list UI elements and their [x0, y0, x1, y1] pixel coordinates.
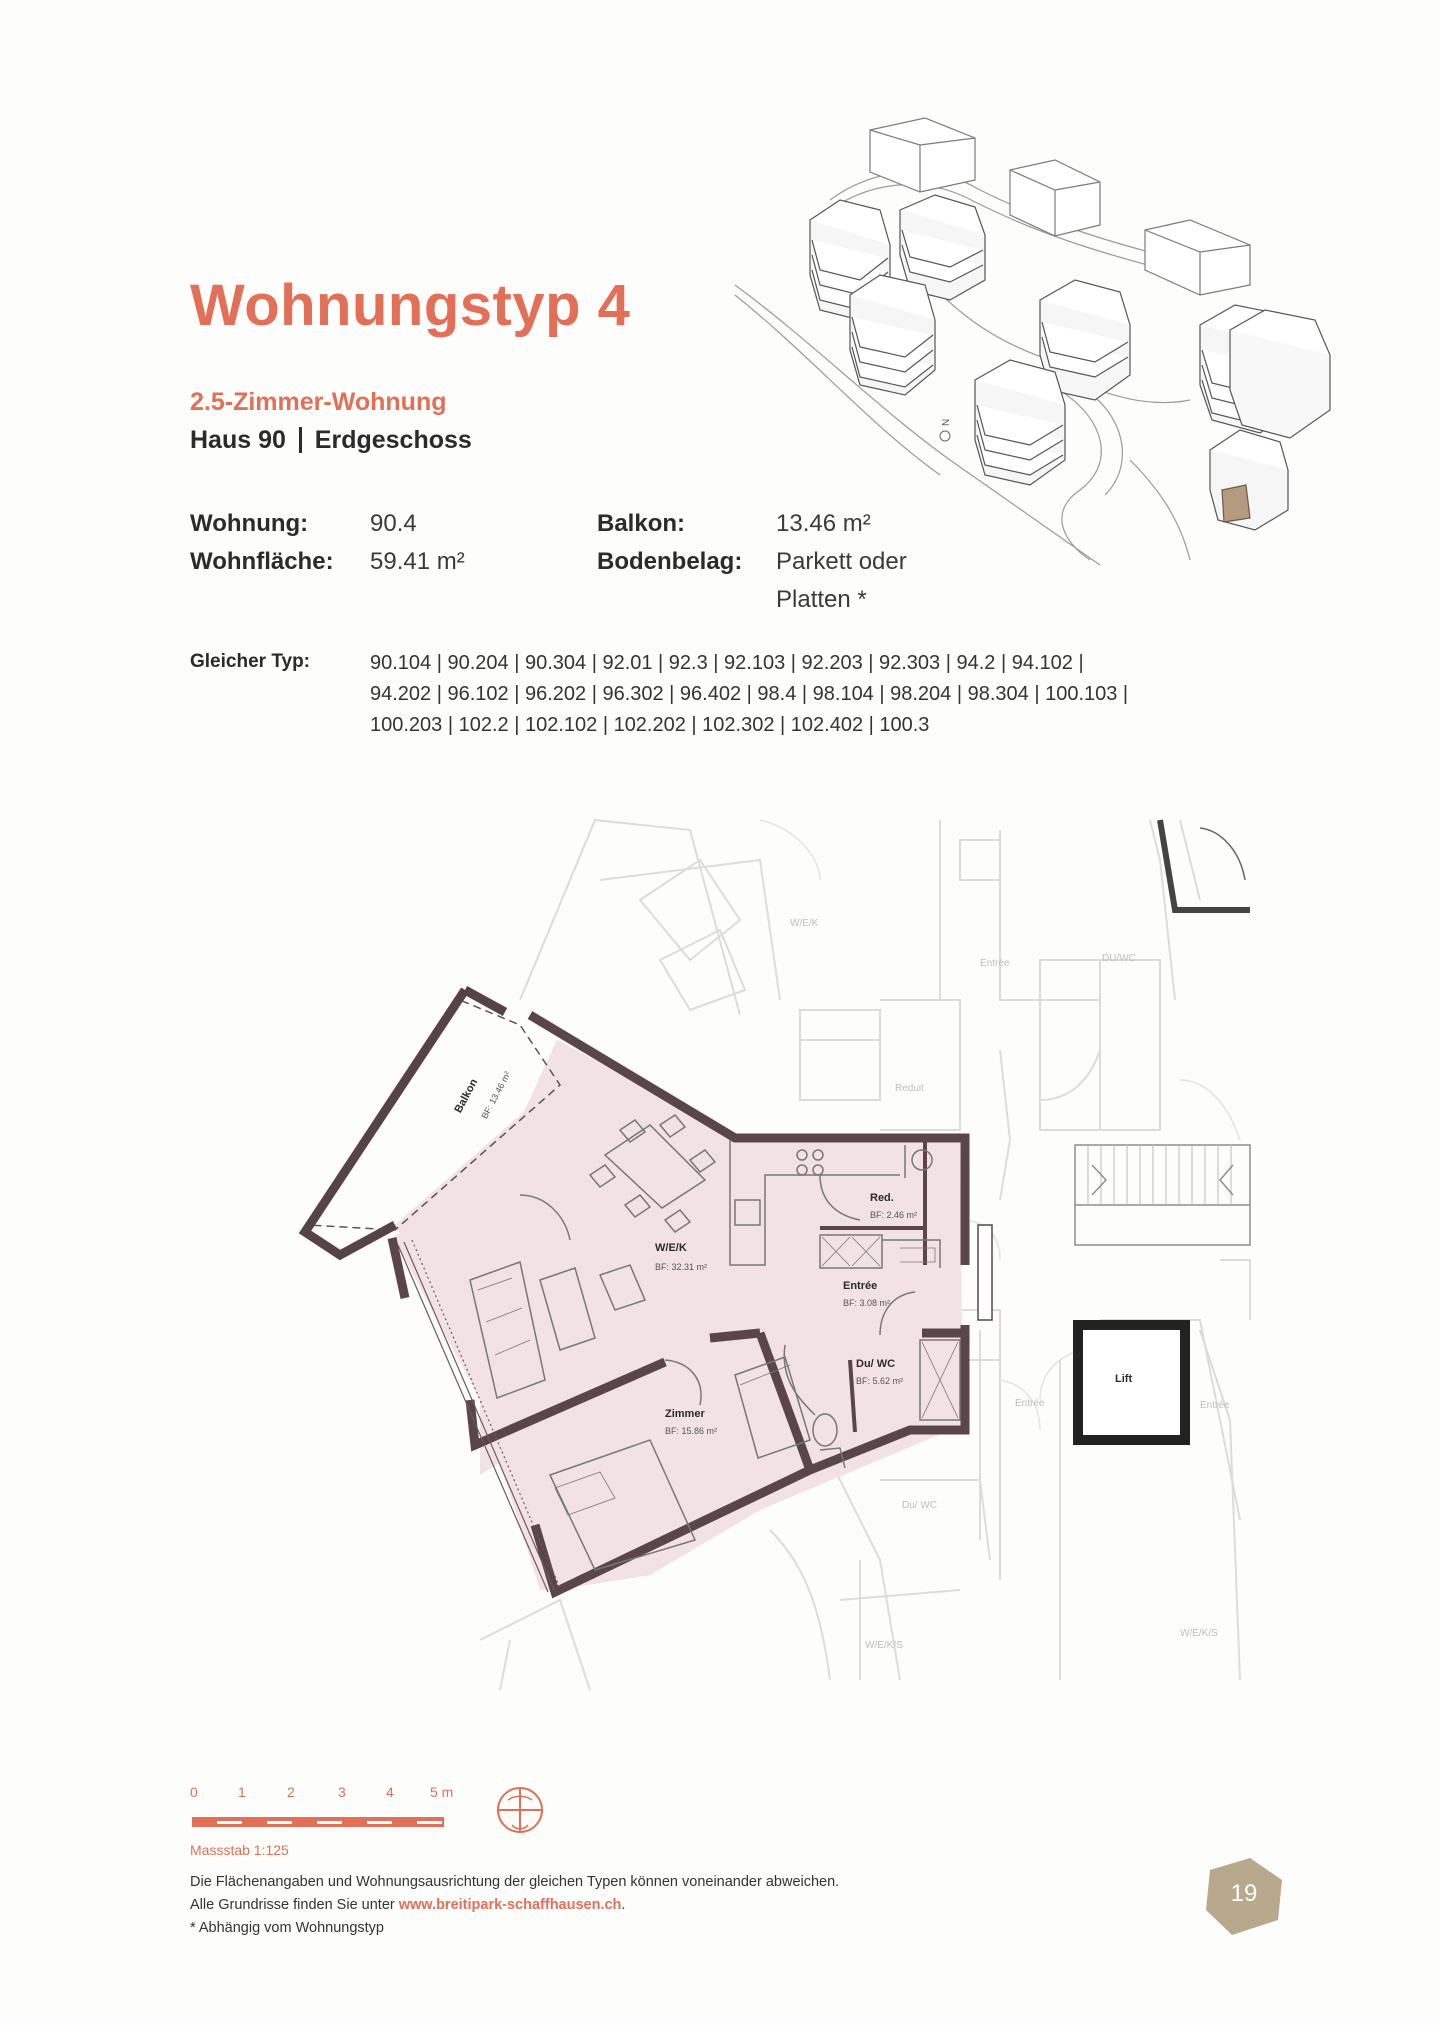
room-label-du-wc: Du/ WC: [856, 1358, 896, 1370]
wohnung-value: 90.4: [370, 510, 417, 537]
room-label-zimmer: Zimmer: [665, 1408, 705, 1420]
ghost-label: W/E/K/S: [865, 1640, 903, 1651]
scale-tick: 0: [190, 1784, 198, 1800]
scale-tick: 3: [338, 1784, 346, 1800]
room-area-wek: BF: 32.31 m²: [655, 1262, 708, 1272]
same-type-line: 94.202 | 96.102 | 96.202 | 96.302 | 96.402 | 98.4 | 98.104 | 98.204 | 98.304 | 100.103 |: [370, 683, 1129, 705]
scale-tick: 1: [238, 1784, 246, 1800]
ghost-label: Du/ WC: [902, 1500, 937, 1511]
page-number: 19: [1230, 1880, 1258, 1907]
footer-note-2: [190, 1897, 625, 1913]
room-label-entree: Entrée: [843, 1280, 878, 1292]
ghost-label: W/E/K: [790, 918, 819, 929]
balkon-label: Balkon:: [597, 510, 686, 537]
apartment-subtitle: 2.5-Zimmer-Wohnung: [190, 388, 447, 416]
balkon-value: 13.46 m²: [776, 510, 871, 537]
ghost-label: Entrée: [1200, 1400, 1230, 1411]
ghost-label: Entrée: [1015, 1398, 1045, 1409]
website-link[interactable]: www.breitipark-schaffhausen.ch: [398, 1897, 622, 1913]
wohnflaeche-label: Wohnfläche:: [190, 548, 334, 575]
wohnung-label: Wohnung:: [190, 510, 309, 537]
scale-tick: 4: [386, 1784, 394, 1800]
room-label-red: Red.: [870, 1192, 894, 1204]
north-label: N: [941, 418, 952, 426]
room-area-balkon: BF: 13.46 m²: [479, 1069, 513, 1121]
bodenbelag-label: Bodenbelag:: [597, 548, 743, 575]
room-label-balkon: Balkon: [452, 1076, 481, 1116]
footer-note-1: Die Flächenangaben und Wohnungsausrichtung der gleichen Typen können voneinander abweichen.: [190, 1874, 840, 1890]
room-area-red: BF: 2.46 m²: [870, 1210, 918, 1220]
ghost-label: DU/WC: [1102, 953, 1136, 964]
room-area-zimmer: BF: 15.86 m²: [665, 1426, 718, 1436]
room-label-lift: Lift: [1115, 1373, 1133, 1385]
same-type-line: 100.203 | 102.2 | 102.102 | 102.202 | 102.302 | 102.402 | 100.3: [370, 714, 930, 736]
footer-note-3: * Abhängig vom Wohnungstyp: [190, 1920, 385, 1936]
room-area-entree: BF: 3.08 m²: [843, 1298, 891, 1308]
room-area-du-wc: BF: 5.62 m²: [856, 1376, 904, 1386]
page-title: Wohnungstyp 4: [190, 273, 631, 338]
scale-tick: 5 m: [430, 1784, 454, 1800]
wohnflaeche-value: 59.41 m²: [370, 548, 465, 575]
house-label: Haus 90: [190, 426, 286, 454]
ghost-label: Reduit: [895, 1083, 924, 1094]
same-type-line: 90.104 | 90.204 | 90.304 | 92.01 | 92.3 | 92.103 | 92.203 | 92.303 | 94.2 | 94.102 |: [370, 652, 1084, 674]
bodenbelag-value-1: Parkett oder: [776, 548, 907, 575]
same-type-label: Gleicher Typ:: [190, 651, 311, 672]
scale-tick: 2: [287, 1784, 295, 1800]
room-label-wek: W/E/K: [655, 1242, 687, 1254]
ghost-label: Entrée: [980, 958, 1010, 969]
scale-label: Massstab 1:125: [190, 1842, 289, 1858]
ghost-label: W/E/K/S: [1180, 1628, 1218, 1639]
footer-prefix: Alle Grundrisse finden Sie unter: [190, 1897, 399, 1913]
floor-label: Erdgeschoss: [314, 426, 472, 454]
bodenbelag-value-2: Platten *: [776, 586, 867, 613]
footer-suffix: .: [621, 1897, 626, 1913]
